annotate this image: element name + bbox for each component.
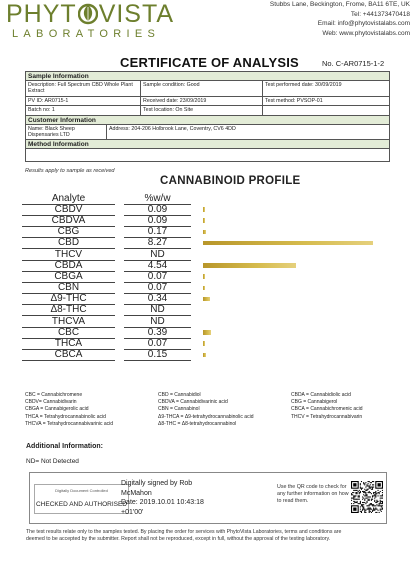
empty-cell bbox=[263, 106, 389, 114]
contact-email: Email: info@phytovistalabs.com bbox=[317, 20, 410, 28]
analyte-value: 0.39 bbox=[124, 327, 191, 339]
stamp-label: CHECKED AND AUTHORISED bbox=[35, 501, 128, 508]
analyte-name: CBGA bbox=[22, 271, 115, 283]
legend-row bbox=[25, 399, 395, 406]
signature-line: McMahon bbox=[121, 489, 152, 497]
table-row bbox=[22, 238, 191, 249]
column-header-value: %w/w bbox=[124, 193, 191, 205]
analyte-name: Δ9-THC bbox=[22, 293, 115, 305]
legend-row bbox=[25, 406, 395, 413]
analyte-name: CBDV bbox=[22, 204, 115, 216]
results-note: Results apply to sample as received bbox=[25, 168, 115, 174]
info-row bbox=[26, 81, 389, 97]
table-row bbox=[22, 316, 191, 327]
legend-entry: THCVA = Tetrahydrocannabivarinic acid bbox=[25, 420, 114, 427]
table-row bbox=[22, 204, 191, 215]
certificate-number: No. C-AR0715-1-2 bbox=[322, 59, 385, 68]
info-row bbox=[26, 125, 389, 141]
info-row bbox=[26, 97, 389, 106]
empty-cell bbox=[26, 149, 389, 161]
table-row bbox=[22, 327, 191, 338]
digital-signature bbox=[121, 479, 204, 517]
table-row bbox=[22, 294, 191, 305]
analyte-name: THCA bbox=[22, 338, 115, 350]
bar-row bbox=[203, 227, 373, 238]
leaf-icon bbox=[78, 1, 98, 25]
legend-entry: CBDVA = Cannabidivarinic acid bbox=[158, 399, 228, 406]
legend-entry: CBG = Cannabigerol bbox=[291, 399, 338, 406]
bar-cbca bbox=[203, 353, 206, 358]
sample-condition: Sample condition: Good bbox=[141, 81, 263, 96]
bar-row bbox=[203, 260, 373, 271]
bar-row bbox=[203, 271, 373, 282]
analyte-name: CBC bbox=[22, 327, 115, 339]
analyte-name: CBD bbox=[22, 237, 115, 249]
legend-row bbox=[25, 392, 395, 399]
logo-text-right: VISTA bbox=[98, 0, 175, 28]
received-date: Received date: 23/09/2019 bbox=[141, 97, 263, 105]
customer-name: Name: Black Sheep Dispensaries LTD bbox=[26, 125, 107, 140]
bar-cbda bbox=[203, 263, 296, 268]
legend-entry: Δ9-THCA = Δ9-tetrahydrocannabinolic acid bbox=[158, 413, 254, 420]
bar-row bbox=[203, 294, 373, 305]
method-info-heading: Method Information bbox=[26, 140, 389, 149]
authorisation-stamp bbox=[34, 484, 129, 514]
logo-subtitle: LABORATORIES bbox=[12, 28, 161, 40]
analyte-name: CBDA bbox=[22, 260, 115, 272]
footer-disclaimer bbox=[26, 529, 396, 544]
sample-info-heading: Sample Information bbox=[26, 72, 389, 81]
analyte-value: 0.07 bbox=[124, 338, 191, 350]
legend-row bbox=[25, 414, 395, 421]
customer-address: Address: 204-206 Holbrook Lane, Coventry, CV6 4DD bbox=[109, 125, 236, 132]
contact-block bbox=[270, 0, 410, 38]
signature-box bbox=[29, 472, 387, 524]
batch-number: Batch no: 1 bbox=[26, 106, 141, 114]
table-row bbox=[22, 215, 191, 226]
bar--9-thc bbox=[203, 297, 210, 302]
legend-entry: THCA = Tetrahydrocannabinolic acid bbox=[25, 413, 106, 420]
bar-row bbox=[203, 215, 373, 226]
bar-cbg bbox=[203, 230, 206, 235]
test-location: Test location: On Site bbox=[141, 106, 263, 114]
table-row bbox=[22, 350, 191, 361]
bar-row bbox=[203, 249, 373, 260]
table-row bbox=[22, 283, 191, 294]
profile-title: CANNABINOID PROFILE bbox=[160, 175, 301, 187]
analyte-value: ND bbox=[124, 316, 191, 328]
column-header-analyte: Analyte bbox=[22, 193, 115, 205]
legend-entry: CBC = Cannabichromene bbox=[25, 392, 83, 398]
analyte-name: THCV bbox=[22, 249, 115, 261]
analyte-name: Δ8-THC bbox=[22, 304, 115, 316]
bar-row bbox=[203, 204, 373, 215]
analyte-value: 0.07 bbox=[124, 271, 191, 283]
bar-row bbox=[203, 338, 373, 349]
bar-cbc bbox=[203, 330, 211, 335]
analyte-value: 8.27 bbox=[124, 237, 191, 249]
sample-description: Description: Full Spectrum CBD Whole Plant Extract bbox=[26, 81, 141, 96]
bar-row bbox=[203, 350, 373, 361]
analyte-value: ND bbox=[124, 304, 191, 316]
bar-cbdv bbox=[203, 207, 205, 212]
method-info-row bbox=[26, 149, 389, 161]
pv-id: PV ID: AR0715-1 bbox=[26, 97, 141, 105]
analyte-value: 0.17 bbox=[124, 226, 191, 238]
analyte-value: ND bbox=[124, 249, 191, 261]
table-header bbox=[22, 193, 191, 204]
analyte-name: CBDVA bbox=[22, 215, 115, 227]
bar-cbd bbox=[203, 241, 373, 246]
bar-row bbox=[203, 283, 373, 294]
analyte-name: THCVA bbox=[22, 316, 115, 328]
table-row bbox=[22, 305, 191, 316]
logo-text-left: PHYT bbox=[6, 0, 77, 28]
table-row bbox=[22, 271, 191, 282]
bar-cbn bbox=[203, 286, 205, 291]
analyte-value: 0.09 bbox=[124, 204, 191, 216]
table-row bbox=[22, 338, 191, 349]
bar-cbga bbox=[203, 274, 205, 279]
abbreviation-legend bbox=[25, 392, 395, 428]
legend-entry: Δ8-THC = Δ8-tetrahydrocannabinol bbox=[158, 420, 237, 427]
analyte-name: CBCA bbox=[22, 349, 115, 361]
qr-instructions: Use the QR code to check for any further information on how to read them. bbox=[277, 484, 349, 505]
company-logo bbox=[6, 0, 174, 40]
footer-line: The test results relate only to the samples tested. By placing the order for services with PhytoVista Laboratories, terms and conditions are bbox=[26, 529, 342, 535]
header bbox=[0, 0, 416, 46]
table-row bbox=[22, 249, 191, 260]
legend-entry: CBDV= Cannabidivarin bbox=[25, 399, 77, 406]
legend-entry: CBGA = Cannabigerolic acid bbox=[25, 406, 89, 413]
signature-line: +01'00' bbox=[121, 508, 144, 516]
legend-entry: CBD = Cannabidiol bbox=[158, 392, 201, 398]
stamp-caption: Digitally Document Controlled bbox=[55, 488, 108, 493]
info-table bbox=[25, 71, 390, 162]
bar-chart bbox=[203, 204, 373, 361]
signature-line: Date: 2019.10.01 10:43:18 bbox=[121, 499, 204, 507]
customer-info-heading: Customer Information bbox=[26, 116, 389, 125]
bar-row bbox=[203, 305, 373, 316]
legend-entry: CBN = Cannabinol bbox=[158, 406, 200, 413]
legend-entry: THCV = Tetrahydrocannabivarin bbox=[291, 413, 363, 420]
qr-code-icon[interactable] bbox=[351, 481, 383, 513]
additional-info-heading: Additional Information: bbox=[26, 443, 103, 450]
bar-thca bbox=[203, 341, 205, 346]
analyte-name: CBN bbox=[22, 282, 115, 294]
legend-entry: CBCA = Cannabichromenic acid bbox=[291, 406, 363, 413]
analyte-value: 4.54 bbox=[124, 260, 191, 272]
signature-line: Digitally signed by Rob bbox=[121, 480, 193, 487]
table-row bbox=[22, 227, 191, 238]
legend-entry: CBDA = Cannabidiolic acid bbox=[291, 392, 351, 398]
info-row bbox=[26, 106, 389, 115]
bar-row bbox=[203, 327, 373, 338]
table-row bbox=[22, 260, 191, 271]
cannabinoid-table bbox=[22, 193, 191, 361]
bar-cbdva bbox=[203, 218, 205, 223]
footer-line: deemed to be accepted by the submitter. Report shall not be reproduced, except in full, without the approval of the testing laboratory. bbox=[26, 536, 331, 543]
analyte-value: 0.07 bbox=[124, 282, 191, 294]
bar-row bbox=[203, 316, 373, 327]
contact-tel: Tel: +441373470418 bbox=[350, 10, 410, 18]
analyte-value: 0.15 bbox=[124, 349, 191, 361]
legend-entry bbox=[291, 421, 395, 428]
test-method: Test method: PVSOP-01 bbox=[265, 97, 323, 104]
additional-info-text: ND= Not Detected bbox=[26, 458, 79, 465]
contact-address: Stubbs Lane, Beckington, Frome, BA11 6TE, UK bbox=[269, 1, 410, 8]
analyte-name: CBG bbox=[22, 226, 115, 238]
contact-web: Web: www.phytovistalabs.com bbox=[322, 29, 410, 37]
certificate-title: CERTIFICATE OF ANALYSIS bbox=[120, 55, 299, 70]
test-performed-date: Test performed date: 30/09/2019 bbox=[265, 82, 342, 88]
analyte-value: 0.09 bbox=[124, 215, 191, 227]
bar-row bbox=[203, 238, 373, 249]
analyte-value: 0.34 bbox=[124, 293, 191, 305]
legend-row bbox=[25, 421, 395, 428]
